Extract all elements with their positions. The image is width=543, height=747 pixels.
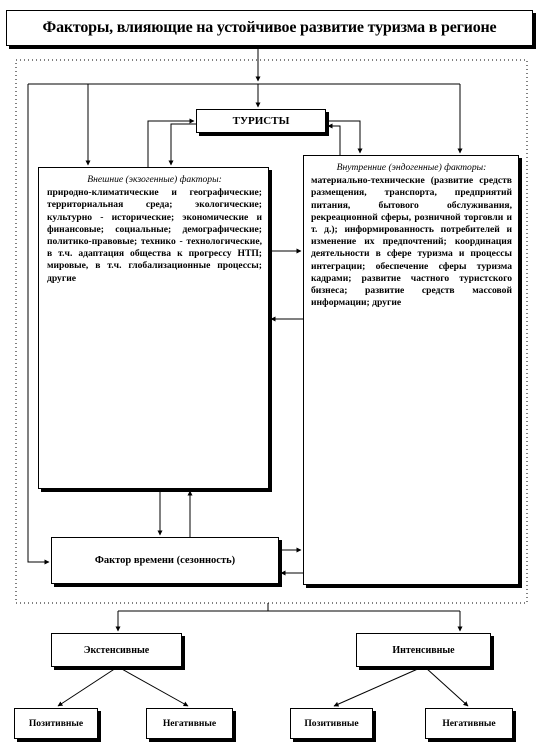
internal-factors-box xyxy=(303,155,519,585)
time-factor-box xyxy=(51,537,279,584)
arrow-ext-positive xyxy=(58,668,116,706)
internal-factors-list: материально-технические (развитие средств размещения, транспорта, предприятий питания, бытового обслуживания, рекреационной сферы, розничной торговли и т. д.); информированность потребителей и изменение их предпочтений; координация деятельности в сфере туризма и процессы интеграции; обеспечение сферы туризма кадрами; развитие частного туристского бизнеса; развитие средств массовой информации; другие xyxy=(311,175,512,309)
ext-positive-label: Позитивные xyxy=(28,718,84,729)
ext-negative-label: Негативные xyxy=(162,718,217,729)
ext-negative-box xyxy=(146,708,233,739)
int-negative-label: Негативные xyxy=(442,718,496,729)
int-negative-box xyxy=(425,708,513,739)
tourists-label: ТУРИСТЫ xyxy=(232,115,290,127)
intensive-label: Интенсивные xyxy=(392,644,455,656)
extensive-label: Экстенсивные xyxy=(83,644,150,656)
arrow-tourists-to-external xyxy=(171,124,196,165)
diagram-title-text: Факторы, влияющие на устойчивое развитие туризма в регионе xyxy=(42,19,497,36)
arrow-internal-to-tourists xyxy=(328,126,340,155)
extensive-box xyxy=(51,633,182,667)
time-factor-label: Фактор времени (сезонность) xyxy=(94,555,236,566)
intensive-box xyxy=(356,633,491,667)
arrow-int-positive xyxy=(334,668,420,706)
arrow-int-negative xyxy=(426,668,468,706)
external-factors-list: природно-климатические и географические; территориальная среда; экологические; культурно - исторические; экономические и финансовые; социальные; демографические; политико-правовые; технико - технологические, в т.ч. адаптация общества к прогрессу НТП; мировые, в т.ч. глобализационные процессы; другие xyxy=(47,187,262,284)
int-positive-box xyxy=(290,708,373,739)
external-factors-heading: Внешние (экзогенные) факторы: xyxy=(87,174,222,185)
internal-factors-heading: Внутренние (эндогенные) факторы: xyxy=(336,162,487,173)
int-positive-label: Позитивные xyxy=(304,718,359,729)
diagram-title xyxy=(6,10,533,46)
tourists-box xyxy=(196,109,326,133)
ext-positive-box xyxy=(14,708,98,739)
arrow-ext-negative xyxy=(120,668,188,706)
external-factors-box xyxy=(38,167,269,489)
